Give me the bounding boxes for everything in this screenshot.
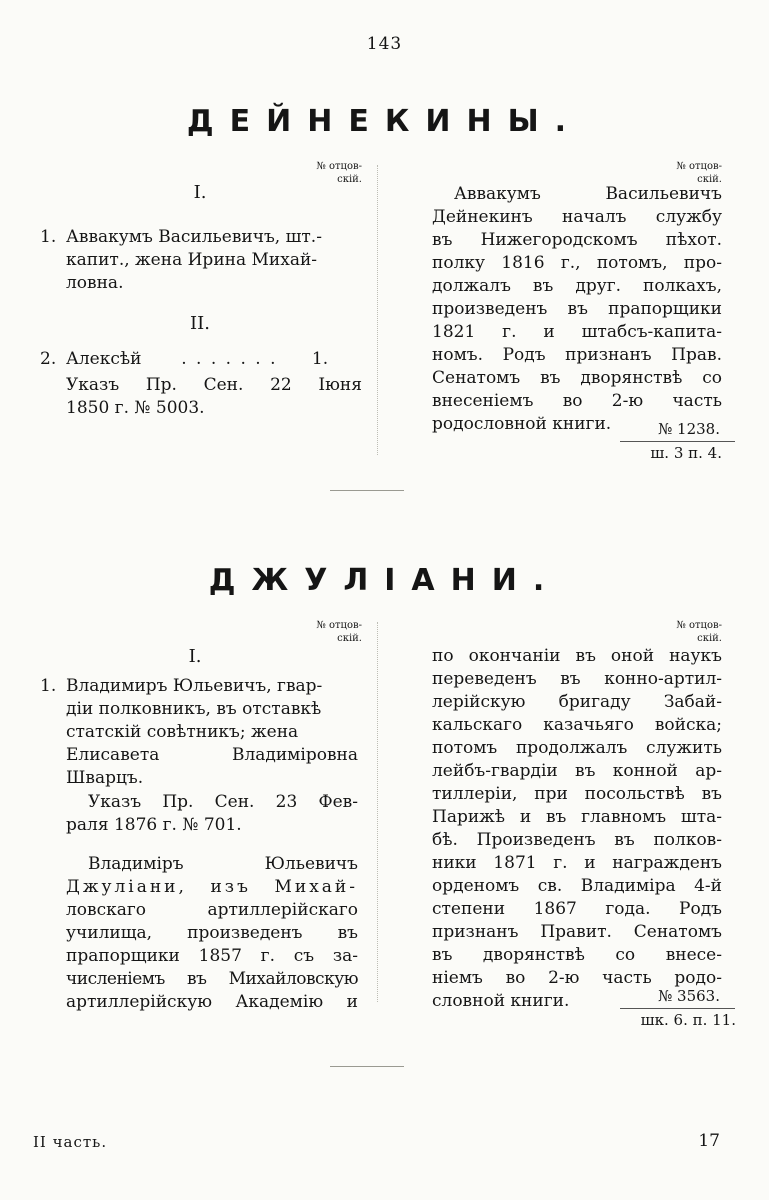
biography-text: Аввакумъ Васильевичъ Дейнекинъ началъ службу въ Нижегородскомъ пѣхот. полку 1816 г., потомъ, про- должалъ въ друг. полкахъ, произведенъ въ прапорщики 1821 г. и штабсъ-капита- номъ. Родъ признанъ Прав. Сенатомъ въ дворянствѣ со внесеніемъ во 2-ю часть родословной книги. (432, 184, 722, 434)
column-label-left: № отцов- скій. (316, 161, 362, 185)
father-number: 1. (311, 349, 329, 369)
section-title-dzhuliani: ДЖУЛІАНИ. (208, 563, 561, 598)
reference-rule (620, 1008, 735, 1009)
entry-number: 1. (40, 676, 57, 696)
section-divider (330, 490, 404, 491)
generation-label: II. (190, 313, 210, 334)
entry-number: 2. (40, 349, 57, 369)
column-label-right: № отцов- скій. (676, 620, 722, 644)
section-divider (330, 1066, 404, 1067)
column-separator (377, 165, 378, 455)
biography-text-continued: по окончаніи въ оной наукъ переведенъ въ конно-артил- лерійскую бригаду Забай- кальскаго казачьяго войска; потомъ продолжалъ служить лейбъ-гвардіи въ конной ар- тиллеріи, при посольствѣ въ Парижѣ и въ главномъ шта- бѣ. Произведенъ въ полков- ники 1871 г. и награжденъ орденомъ св. Владиміра 4-й степени 1867 года. Родъ признанъ Правит. Сенатомъ въ дворянствѣ со внесе- ніемъ во 2-ю часть родо- словной книги. (432, 646, 722, 1011)
generation-label: I. (188, 646, 202, 667)
column-separator (377, 622, 378, 1002)
section-title-deinekiny: ДЕЙНЕКИНЫ. (186, 104, 583, 139)
genealogy-entry: 2. Алексѣй . . . . . . . 1. (40, 349, 329, 369)
archive-shelf: шк. 6. п. 11. (640, 1011, 736, 1029)
archive-number: № 3563. (658, 987, 720, 1005)
footer-signature-number: 17 (698, 1131, 720, 1151)
footer-part-label: II часть. (33, 1133, 108, 1151)
archive-number: № 1238. (658, 420, 720, 438)
decree-text: Указъ Пр. Сен. 23 Фев- раля 1876 г. № 701. (66, 792, 358, 835)
page-number: 143 (366, 34, 403, 54)
column-label-left: № отцов- скій. (316, 620, 362, 644)
biography-text: Владиміръ Юльевичъ Джуліани, изъ Михай- ловскаго артиллерійскаго училища, произведенъ въ прапорщики 1857 г. съ за- численіемъ въ Михайловскую артиллерійскую Академію и (66, 854, 358, 1012)
genealogy-entry: 1. Владимиръ Юльевичъ, гвар- діи полковникъ, въ отставкѣ статскій совѣтникъ; жена Елисавета Владиміровна Шварцъ. (40, 676, 358, 788)
archive-shelf: ш. 3 п. 4. (650, 444, 722, 462)
column-label-right: № отцов- скій. (676, 161, 722, 185)
decree-text: Указъ Пр. Сен. 22 Іюня 1850 г. № 5003. (66, 375, 362, 418)
reference-rule (620, 441, 735, 442)
genealogy-entry: 1. Аввакумъ Васильевичъ, шт.- капит., жена Ирина Михай- ловна. (40, 227, 322, 293)
entry-number: 1. (40, 227, 57, 247)
generation-label: I. (193, 182, 207, 203)
